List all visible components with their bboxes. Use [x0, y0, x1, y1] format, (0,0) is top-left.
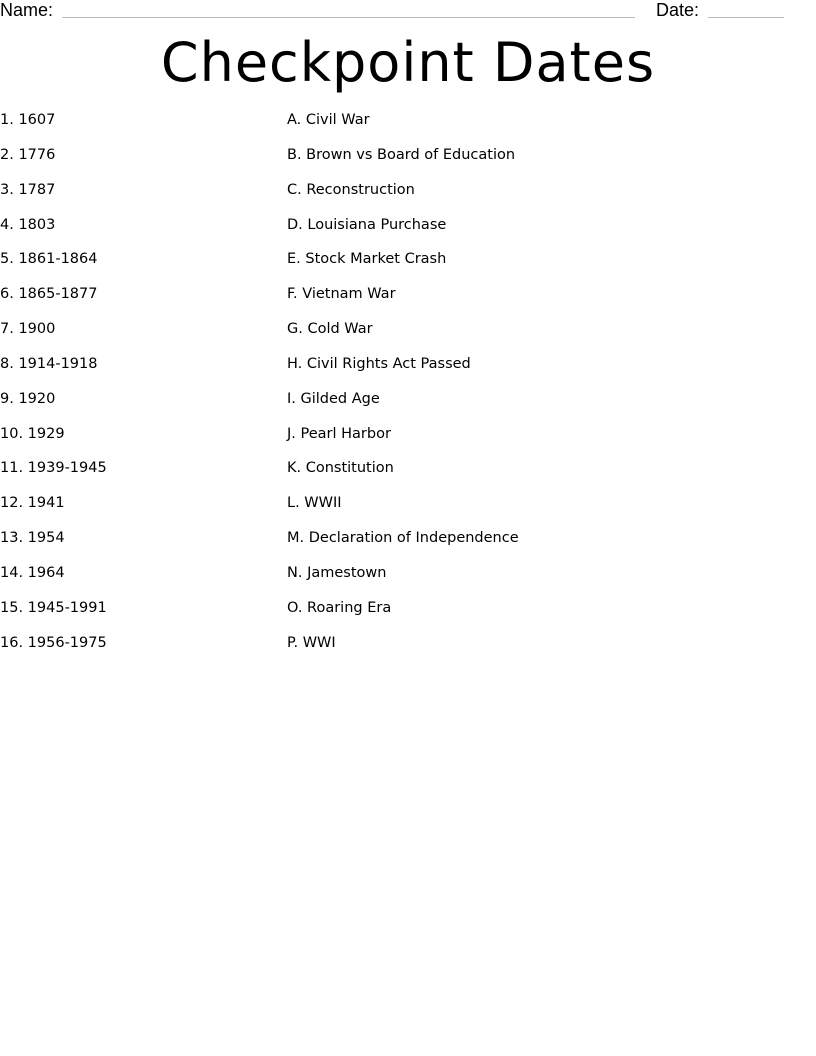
date-item: 2. 1776 — [0, 146, 56, 163]
name-label: Name: — [0, 0, 54, 20]
date-item: 16. 1956-1975 — [0, 634, 107, 651]
list-item — [0, 565, 816, 600]
date-item: 7. 1900 — [0, 321, 56, 338]
list-item — [0, 251, 816, 286]
list-item — [0, 530, 816, 565]
date-item: 13. 1954 — [0, 530, 65, 547]
date-item: 11. 1939-1945 — [0, 460, 107, 477]
answer-item: O. Roaring Era — [287, 599, 392, 616]
answer-item: C. Reconstruction — [287, 181, 415, 198]
answer-item: F. Vietnam War — [287, 286, 396, 303]
answer-item: P. WWI — [287, 634, 336, 651]
list-item — [0, 147, 816, 182]
list-item — [0, 426, 816, 461]
date-item: 14. 1964 — [0, 564, 65, 581]
date-item: 3. 1787 — [0, 181, 56, 198]
list-item — [0, 321, 816, 356]
date-blank-line — [708, 17, 784, 18]
answer-item: N. Jamestown — [287, 564, 387, 581]
answer-item: H. Civil Rights Act Passed — [287, 355, 471, 372]
date-item: 9. 1920 — [0, 390, 56, 407]
list-item — [0, 217, 816, 252]
date-item: 15. 1945-1991 — [0, 599, 107, 616]
date-item: 12. 1941 — [0, 495, 65, 512]
answer-item: K. Constitution — [287, 460, 394, 477]
date-item: 5. 1861-1864 — [0, 251, 98, 268]
list-item — [0, 286, 816, 321]
answer-item: M. Declaration of Independence — [287, 530, 519, 547]
answer-item: L. WWII — [287, 495, 342, 512]
answer-item: D. Louisiana Purchase — [287, 216, 447, 233]
date-item: 6. 1865-1877 — [0, 286, 98, 303]
answer-item: G. Cold War — [287, 321, 373, 338]
list-item — [0, 635, 816, 670]
date-label: Date: — [656, 0, 700, 20]
list-item — [0, 495, 816, 530]
name-blank-line — [62, 17, 635, 18]
worksheet-header — [0, 0, 816, 22]
matching-list — [0, 112, 816, 670]
date-item: 8. 1914-1918 — [0, 355, 98, 372]
date-item: 10. 1929 — [0, 425, 65, 442]
list-item — [0, 112, 816, 147]
date-item: 1. 1607 — [0, 112, 56, 128]
list-item — [0, 600, 816, 635]
answer-item: I. Gilded Age — [287, 390, 380, 407]
answer-item: E. Stock Market Crash — [287, 251, 447, 268]
answer-item: B. Brown vs Board of Education — [287, 146, 516, 163]
list-item — [0, 182, 816, 217]
list-item — [0, 356, 816, 391]
page-title: Checkpoint Dates — [160, 31, 656, 94]
list-item — [0, 460, 816, 495]
list-item — [0, 391, 816, 426]
answer-item: A. Civil War — [287, 112, 370, 128]
date-item: 4. 1803 — [0, 216, 56, 233]
answer-item: J. Pearl Harbor — [287, 425, 391, 442]
